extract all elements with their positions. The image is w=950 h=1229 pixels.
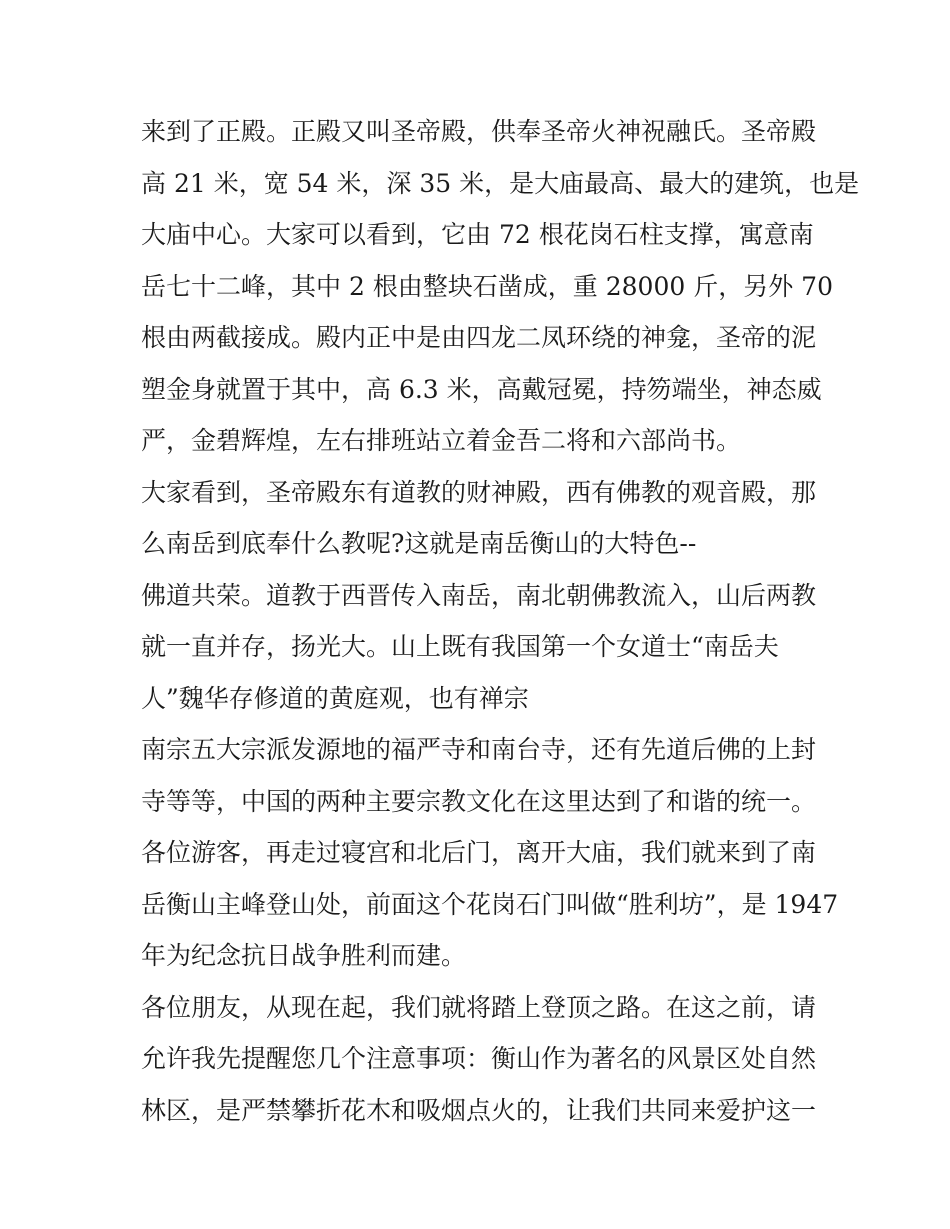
text-line: 岳七十二峰，其中 2 根由整块石凿成，重 28000 斤，另外 70	[141, 271, 833, 301]
text-line: 人”魏华存修道的黄庭观，也有禅宗	[141, 683, 529, 713]
text-line: 寺等等，中国的两种主要宗教文化在这里达到了和谐的统一。	[141, 786, 817, 816]
text-line: 高 21 米，宽 54 米，深 35 米，是大庙最高、最大的建筑，也是	[141, 168, 860, 198]
text-line: 就一直并存，扬光大。山上既有我国第一个女道士“南岳夫	[141, 632, 779, 661]
text-line: 大庙中心。大家可以看到，它由 72 根花岗石柱支撑，寓意南	[141, 220, 814, 249]
text-line: 年为纪念抗日战争胜利而建。	[141, 941, 467, 970]
text-line: 根由两截接成。殿内正中是由四龙二凤环绕的神龛，圣帝的泥	[141, 323, 817, 352]
text-line: 大家看到，圣帝殿东有道教的财神殿，西有佛教的观音殿，那	[141, 477, 817, 507]
text-line: 林区，是严禁攀折花木和吸烟点火的，让我们共同来爱护这一	[141, 1095, 817, 1125]
text-line: 严，金碧辉煌，左右排班站立着金吾二将和六部尚书。	[141, 426, 742, 455]
text-line: 来到了正殿。正殿又叫圣帝殿，供奉圣帝火神祝融氏。圣帝殿	[141, 117, 817, 146]
text-line: 么南岳到底奉什么教呢?这就是南岳衡山的大特色--	[141, 529, 697, 558]
text-line: 南宗五大宗派发源地的福严寺和南台寺，还有先道后佛的上封	[141, 735, 817, 764]
text-line: 岳衡山主峰登山处，前面这个花岗石门叫做“胜利坊”，是 1947	[141, 889, 839, 919]
text-line: 塑金身就置于其中，高 6.3 米，高戴冠冕，持笏端坐，神态威	[141, 374, 822, 404]
text-line: 各位游客，再走过寝宫和北后门，离开大庙，我们就来到了南	[141, 838, 817, 867]
text-line: 佛道共荣。道教于西晋传入南岳，南北朝佛教流入，山后两教	[141, 580, 817, 610]
text-line: 各位朋友，从现在起，我们就将踏上登顶之路。在这之前，请	[141, 992, 817, 1022]
body-text	[141, 106, 860, 1136]
text-line: 允许我先提醒您几个注意事项：衡山作为著名的风景区处自然	[141, 1044, 817, 1073]
